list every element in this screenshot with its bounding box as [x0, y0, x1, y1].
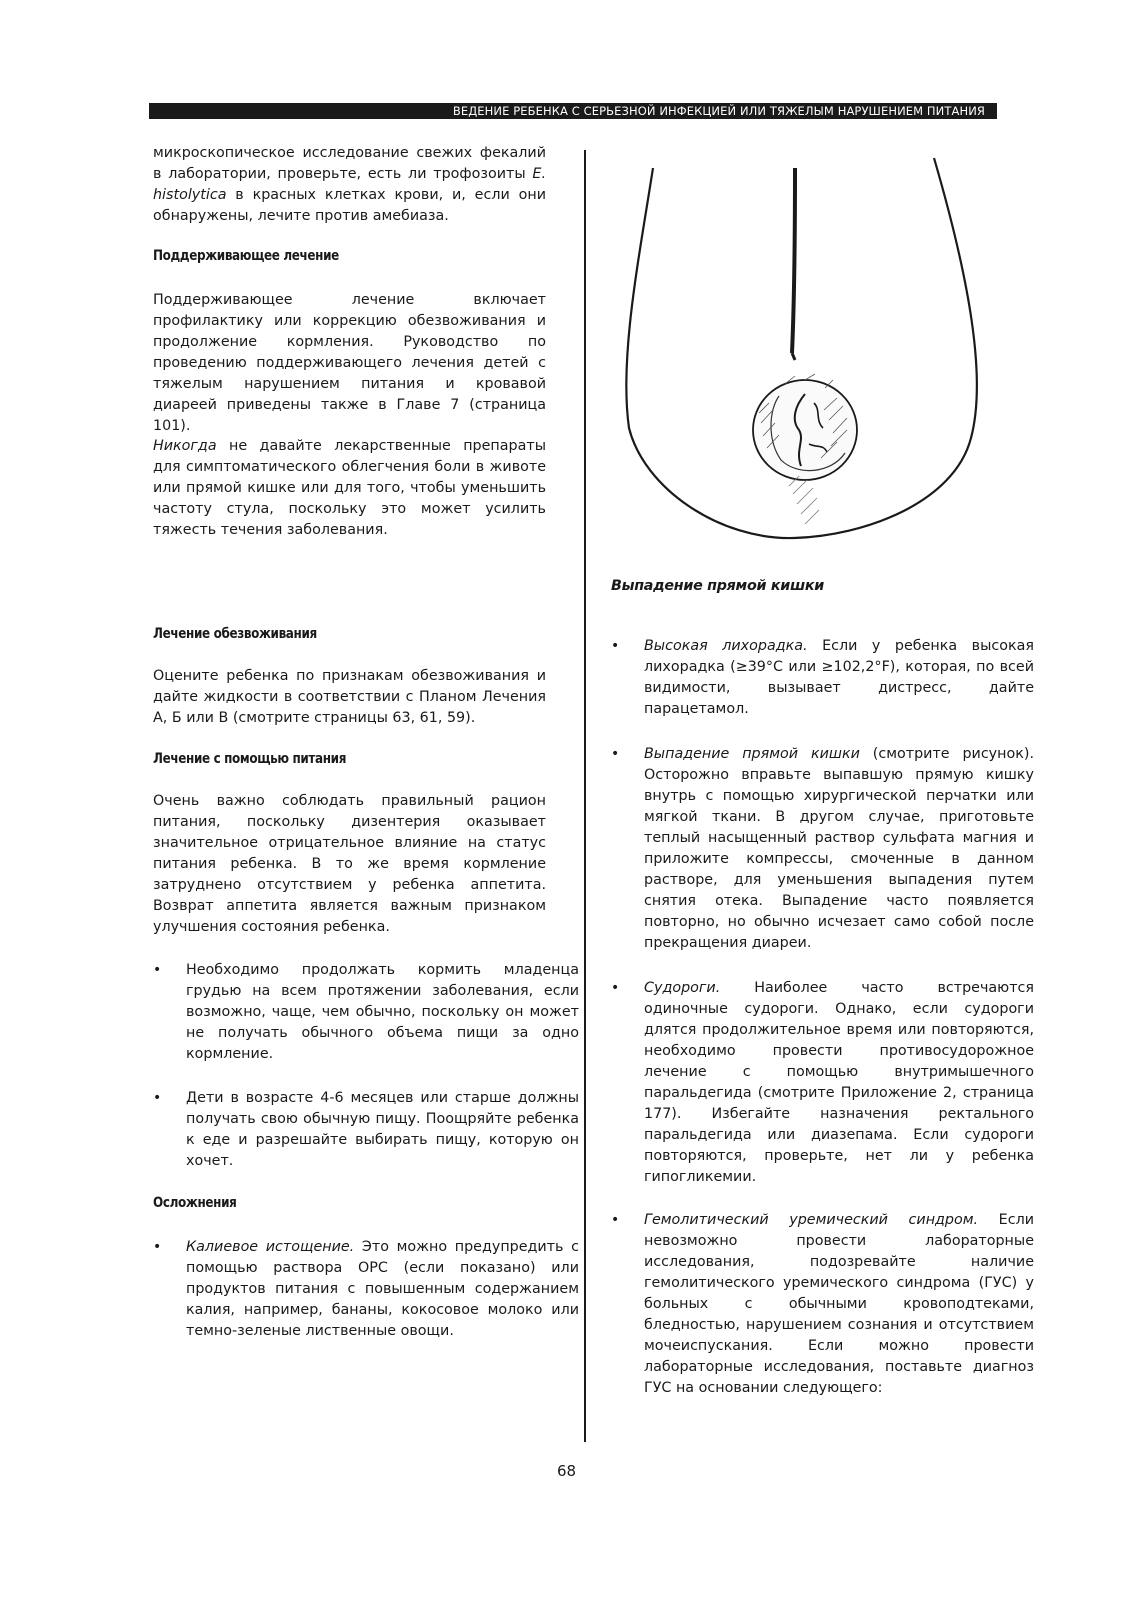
- bullet-dot: •: [611, 980, 620, 996]
- nutrition-bullet-breastfeeding: Необходимо продолжать кормить младенца грудью на всем протяжении заболевания, если возможно, чаще, чем обычно, поскольку он может не получать обычного объема пищи за одно кормление.: [186, 962, 579, 1062]
- support-heading-block: [153, 246, 546, 267]
- heading-nutrition: Лечение с помощью питания: [153, 751, 347, 767]
- seizures-emphasis: Судороги.: [644, 980, 721, 996]
- bullet-dot: •: [611, 638, 620, 654]
- rectal-prolapse-illustration: [609, 148, 1005, 548]
- intro-paragraph: [153, 143, 546, 227]
- potassium-emphasis: Калиевое истощение.: [186, 1239, 355, 1255]
- dehydration-text: Оцените ребенка по признакам обезвоживания и дайте жидкости в соответствии с Планом Лечения А, Б или В (смотрите страницы 63, 61, 59).: [153, 668, 546, 726]
- list-item: [153, 1237, 579, 1342]
- hus-text: Если невозможно провести лабораторные исследования, подозревайте наличие гемолитического уремического синдрома (ГУС) у больных с обычными кровоподтеками, бледностью, нарушением сознания и отсутствием мочеиспускания. Если можно провести лабораторные исследования, поставьте диагноз ГУС на основании следующего:: [644, 1212, 1034, 1396]
- nutrition-bullet-older-children: Дети в возрасте 4-6 месяцев или старше должны получать свою обычную пищу. Поощряйте ребенка к еде и разрешайте выбирать пищу, которую он хочет.: [186, 1090, 579, 1169]
- hus-emphasis: Гемолитический уремический синдром.: [644, 1212, 979, 1228]
- nutrition-paragraph: [153, 791, 546, 938]
- intro-text-start: микроскопическое исследование свежих фекалий в лаборатории, проверьте, есть ли трофозоиты: [153, 145, 546, 182]
- prolapse-mass: [753, 374, 857, 524]
- nutrition-text: Очень важно соблюдать правильный рацион питания, поскольку дизентерия оказывает значительное отрицательное влияние на статус питания ребенка. В то же время кормление затруднено отсутствием у ребенка аппетита. Возврат аппетита является важным признаком улучшения состояния ребенка.: [153, 793, 546, 935]
- support-paragraph: [153, 290, 546, 437]
- never-text: не давайте лекарственные препараты для симптоматического облегчения боли в животе или прямой кишке или для того, чтобы уменьшить частоту стула, поскольку это может усилить тяжесть течения заболевания.: [153, 438, 546, 538]
- list-item: [153, 960, 579, 1065]
- dehydration-paragraph: [153, 666, 546, 729]
- dehydration-heading-block: [153, 624, 546, 645]
- prolapse-emphasis: Выпадение прямой кишки: [644, 746, 860, 762]
- list-item: [611, 978, 1034, 1188]
- prolapse-text: (смотрите рисунок). Осторожно вправьте выпавшую прямую кишку внутрь с помощью хирургической перчатки или мягкой ткани. В другом случае, приготовьте теплый насыщенный раствор сульфата магния и приложите компрессы, смоченные в данном растворе, для уменьшения выпадения путем снятия отека. Выпадение часто появляется повторно, но обычно исчезает само собой после прекращения диареи.: [644, 746, 1034, 951]
- column-divider: [584, 150, 586, 1442]
- complications-heading-block: [153, 1193, 546, 1214]
- nutrition-heading-block: [153, 749, 546, 770]
- support-text: Поддерживающее лечение включает профилактику или коррекцию обезвоживания и продолжение кормления. Руководство по проведению поддерживающего лечения детей с тяжелым нарушением питания и кровавой диареей приведены также в Главе 7 (страница 101).: [153, 292, 546, 434]
- heading-dehydration: Лечение обезвоживания: [153, 626, 317, 642]
- heading-support-treatment: Поддерживающее лечение: [153, 248, 339, 264]
- list-item: [153, 1088, 579, 1172]
- bullet-dot: •: [153, 962, 162, 978]
- intro-text-end: в красных клетках крови, и, если они обнаружены, лечите против амебиаза.: [153, 187, 546, 224]
- intro-organism-name: E. histolytica: [153, 166, 546, 203]
- prolapse-drawing: [609, 148, 1005, 548]
- list-item: [611, 636, 1034, 720]
- list-item: [611, 1210, 1034, 1399]
- never-paragraph: [153, 436, 546, 541]
- page-number: 68: [556, 1462, 577, 1480]
- bullet-dot: •: [153, 1239, 162, 1255]
- bullet-dot: •: [611, 746, 620, 762]
- running-header-title: ВЕДЕНИЕ РЕБЕНКА С СЕРЬЕЗНОЙ ИНФЕКЦИЕЙ ИЛИ ТЯЖЕЛЫМ НАРУШЕНИЕМ ПИТАНИЯ: [452, 104, 985, 118]
- seizures-text: Наиболее часто встречаются одиночные судороги. Однако, если судороги длятся продолжительное время или повторяются, необходимо провести противосудорожное лечение с помощью внутримышечного паральдегида (смотрите Приложение 2, страница 177). Избегайте назначения ректального паральдегида или диазепама. Если судороги повторяются, проверьте, нет ли у ребенка гипогликемии.: [644, 980, 1034, 1185]
- list-item: [611, 744, 1034, 954]
- potassium-text: Это можно предупредить с помощью раствора ОРС (если показано) или продуктов питания с повышенным содержанием калия, например, бананы, кокосовое молоко или темно-зеленые лиственные овощи.: [186, 1239, 579, 1339]
- fever-text: Если у ребенка высокая лихорадка (≥39°C или ≥102,2°F), которая, по всей видимости, вызывает дистресс, дайте парацетамол.: [644, 638, 1035, 717]
- never-emphasis: Никогда: [153, 438, 217, 454]
- bullet-dot: •: [611, 1212, 620, 1228]
- running-header: [149, 103, 997, 119]
- heading-complications: Осложнения: [153, 1195, 237, 1211]
- bullet-dot: •: [153, 1090, 162, 1106]
- fever-emphasis: Высокая лихорадка.: [644, 638, 808, 654]
- figure-caption: Выпадение прямой кишки: [611, 578, 824, 594]
